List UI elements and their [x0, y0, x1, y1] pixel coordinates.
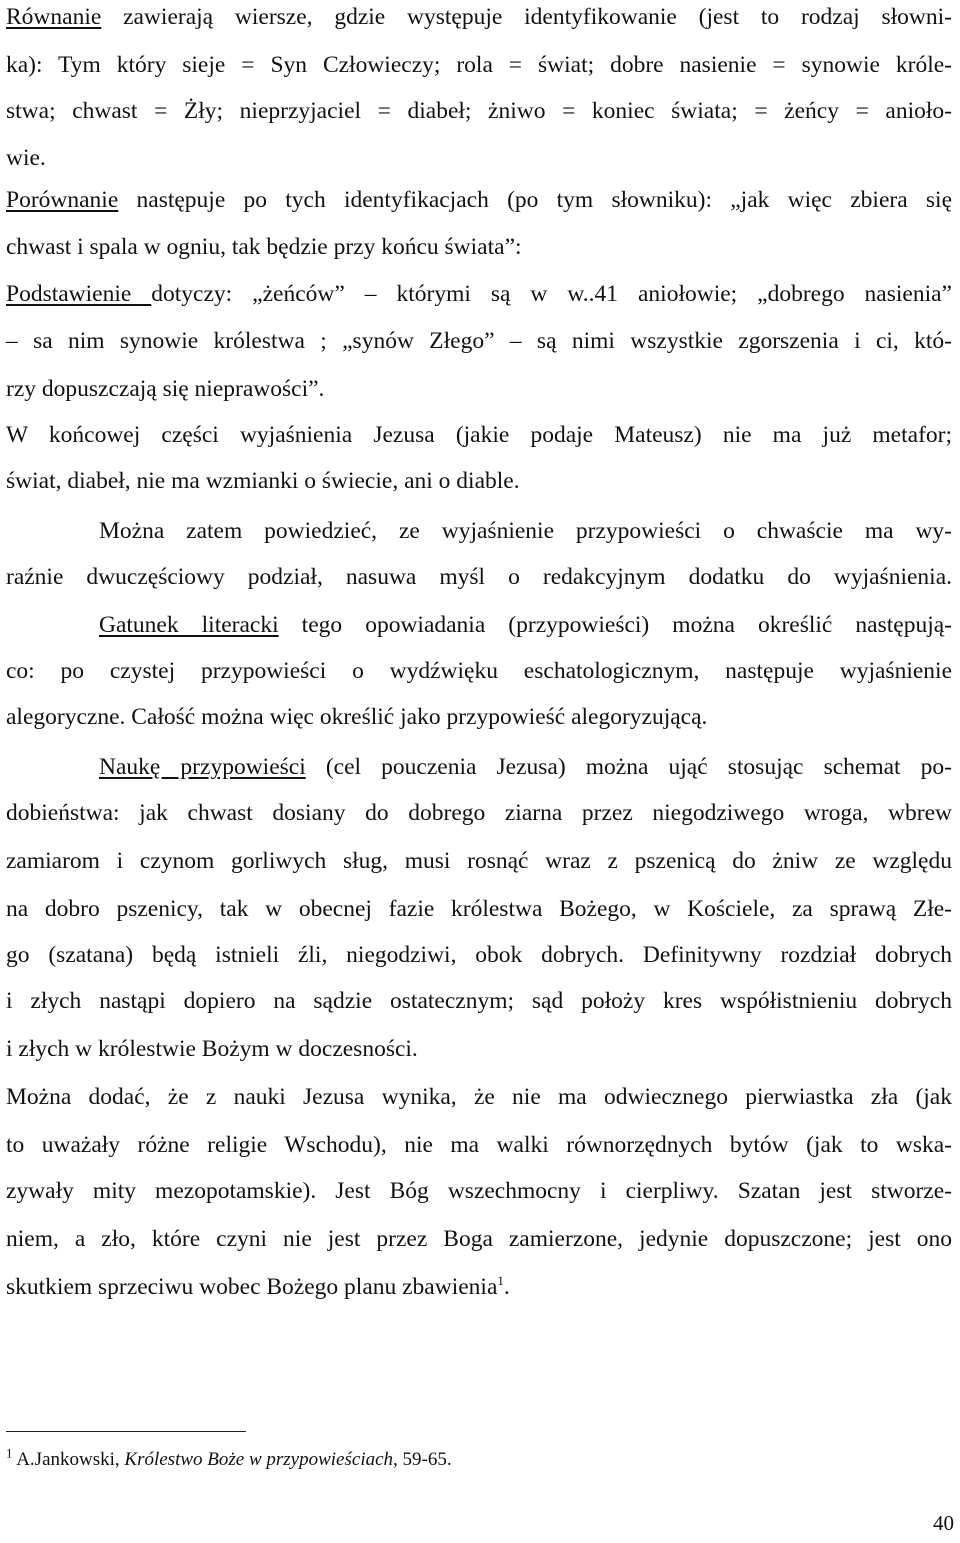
- line-text: skutkiem sprzeciwu wobec Bożego planu zbawienia: [6, 1274, 498, 1300]
- line-text: Można zatem powiedzieć, ze wyjaśnienie przypowieści o chwaście ma wy-: [99, 518, 952, 544]
- footnote-mark: 1: [6, 1445, 13, 1461]
- text-line: [6, 54, 952, 78]
- footnote-title: Królestwo Boże w przypowieściach: [124, 1449, 394, 1470]
- text-line: [6, 944, 952, 968]
- text-line: [6, 990, 952, 1014]
- text-line: [6, 566, 952, 590]
- footnote-separator: [6, 1431, 246, 1432]
- text-line: [6, 283, 952, 307]
- text-line: [6, 1228, 952, 1252]
- line-text: niem, a zło, które czyni nie jest przez Boga zamierzone, jedynie dopuszczone; jest ono: [6, 1226, 952, 1252]
- line-text-end: .: [503, 1274, 510, 1300]
- text-line: [99, 614, 952, 638]
- line-text: W końcowej części wyjaśnienia Jezusa (jakie podaje Mateusz) nie ma już metafor;: [6, 422, 952, 448]
- line-text: – sa nim synowie królestwa ; „synów Złego” – są nimi wszystkie zgorszenia i ci, któ-: [6, 328, 952, 354]
- line-text: na dobro pszenicy, tak w obecnej fazie królestwa Bożego, w Kościele, za sprawą Złe-: [6, 896, 952, 922]
- text-line: [6, 660, 952, 684]
- text-line: [6, 147, 46, 171]
- text-line: [6, 470, 520, 494]
- line-text: wie.: [6, 145, 46, 171]
- text-line: [6, 1273, 510, 1300]
- footnote: [6, 1445, 452, 1471]
- line-text: rzy dopuszczają się nieprawości”.: [6, 376, 325, 402]
- page-number: 40: [933, 1511, 954, 1535]
- text-line: [6, 1086, 952, 1110]
- line-text: raźnie dwuczęściowy podział, nasuwa myśl o redakcyjnym dodatku do wyjaśnienia.: [6, 564, 952, 590]
- text-line: [6, 1180, 952, 1204]
- line-text: tego opowiadania (przypowieści) można określić następują-: [278, 612, 952, 638]
- line-text: ka): Tym który sieje = Syn Człowieczy; rola = świat; dobre nasienie = synowie króle-: [6, 52, 952, 78]
- line-text: to uważały różne religie Wschodu), nie ma walki równorzędnych bytów (jak to wska-: [6, 1132, 952, 1158]
- underlined-term: Porównanie: [6, 187, 119, 213]
- line-text: zywały mity mezopotamskie). Jest Bóg wszechmocny i cierpliwy. Szatan jest stworze-: [6, 1178, 952, 1204]
- text-line: [6, 850, 952, 874]
- line-text: zamiarom i czynom gorliwych sług, musi rosnąć wraz z pszenicą do żniw ze względu: [6, 848, 952, 874]
- text-line: [6, 1134, 952, 1158]
- footnote-pages: , 59-65.: [393, 1449, 452, 1470]
- line-text: (cel pouczenia Jezusa) można ująć stosując schemat po-: [305, 754, 953, 780]
- text-line: [6, 706, 707, 730]
- line-text: go (szatana) będą istnieli źli, niegodziwi, obok dobrych. Definitywny rozdział dobrych: [6, 942, 952, 968]
- text-line: [99, 756, 952, 780]
- line-text: Można dodać, że z nauki Jezusa wynika, że nie ma odwiecznego pierwiastka zła (jak: [6, 1084, 952, 1110]
- line-text: dobieństwa: jak chwast dosiany do dobrego ziarna przez niegodziwego wroga, wbrew: [6, 800, 952, 826]
- underlined-term: Podstawienie: [6, 281, 152, 307]
- underlined-term: Równanie: [6, 4, 102, 30]
- text-line: [6, 1038, 418, 1062]
- footnote-reference: 1: [497, 1273, 504, 1289]
- text-line: [6, 378, 324, 402]
- line-text: i złych w królestwie Bożym w doczesności.: [6, 1036, 418, 1062]
- line-text: alegoryczne. Całość można więc określić jako przypowieść alegoryzującą.: [6, 704, 708, 730]
- line-text: świat, diabeł, nie ma wzmianki o świecie, ani o diable.: [6, 468, 520, 494]
- footnote-author: A.Jankowski,: [12, 1449, 125, 1470]
- line-text: dotyczy: „żeńców” – którymi są w w..41 aniołowie; „dobrego nasienia”: [151, 281, 952, 307]
- text-line: [6, 100, 952, 124]
- line-text: co: po czystej przypowieści o wydźwięku eschatologicznym, następuje wyjaśnienie: [6, 658, 952, 684]
- line-text: zawierają wiersze, gdzie występuje identyfikowanie (jest to rodzaj słowni-: [101, 4, 952, 30]
- text-line: [6, 330, 952, 354]
- text-line: [6, 189, 952, 213]
- text-line: [6, 898, 952, 922]
- text-line: [6, 236, 522, 260]
- text-line: [6, 6, 952, 30]
- line-text: następuje po tych identyfikacjach (po tym słowniku): „jak więc zbiera się: [118, 187, 952, 213]
- underlined-term: Naukę przypowieści: [99, 754, 306, 780]
- underlined-term: Gatunek literacki: [99, 612, 279, 638]
- line-text: chwast i spala w ogniu, tak będzie przy końcu świata”:: [6, 234, 522, 260]
- line-text: i złych nastąpi dopiero na sądzie ostatecznym; sąd położy kres współistnieniu dobrych: [6, 988, 952, 1014]
- text-line: [6, 802, 952, 826]
- text-line: [6, 424, 952, 448]
- text-line: [99, 520, 952, 544]
- line-text: stwa; chwast = Żły; nieprzyjaciel = diabeł; żniwo = koniec świata; = żeńcy = anioło-: [6, 98, 952, 124]
